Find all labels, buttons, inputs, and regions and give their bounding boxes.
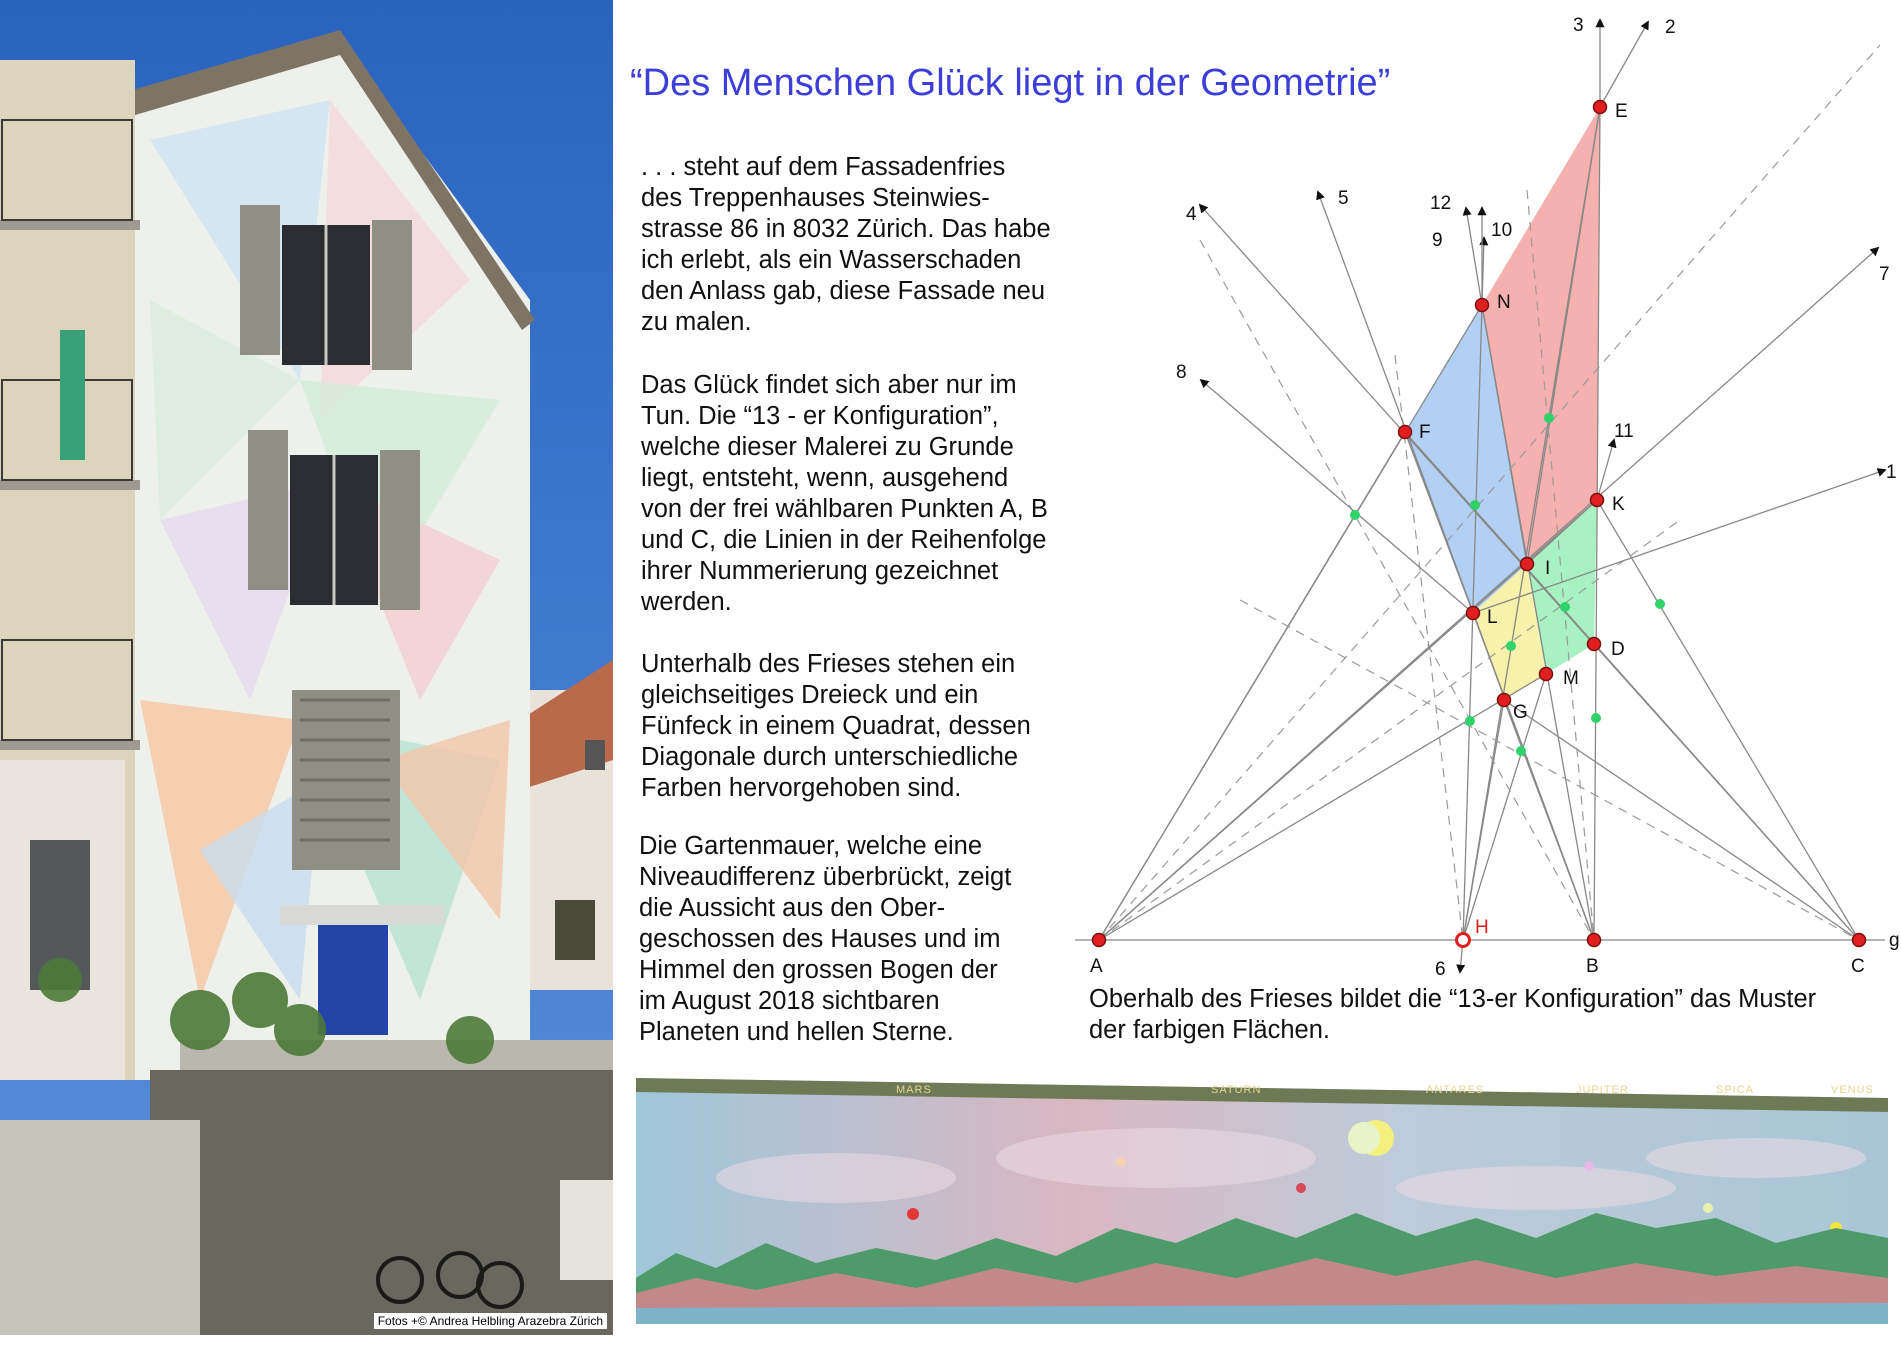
point-k xyxy=(1591,494,1604,507)
planet-label-spica: SPICA xyxy=(1716,1084,1755,1096)
point-a xyxy=(1093,934,1106,947)
label-e: E xyxy=(1615,101,1628,122)
garden-wall-paragraph: Die Gartenmauer, welche eine Niveaudifferenz überbrückt, zeigt die Aussicht aus den Ober- geschossen des Hauses und im Himmel den grossen Bogen der im August 2018 sichtbaren Planeten und hellen Sterne. xyxy=(639,832,1012,1046)
point-m xyxy=(1540,668,1553,681)
line-number-6: 6 xyxy=(1435,959,1446,980)
point-e xyxy=(1594,101,1607,114)
label-i: I xyxy=(1545,558,1551,579)
label-l: L xyxy=(1487,607,1498,628)
label-k: K xyxy=(1612,494,1625,515)
house-facade-illustration xyxy=(0,0,613,1335)
planet-label-antares: ANTARES xyxy=(1426,1084,1485,1096)
label-d: D xyxy=(1611,639,1625,660)
line-number-5: 5 xyxy=(1338,188,1349,209)
frieze-paragraph: Unterhalb des Frieses stehen ein gleichseitiges Dreieck und ein Fünfeck in einem Quadrat, dessen Diagonale durch unterschiedliche Farben hervorgehoben sind. xyxy=(641,650,1031,802)
line-number-2: 2 xyxy=(1665,17,1676,38)
line-number-10: 10 xyxy=(1491,220,1513,241)
line-number-11: 11 xyxy=(1614,421,1634,442)
diagram-caption: Oberhalb des Frieses bildet die “13-er Konfiguration” das Muster der farbigen Flächen. xyxy=(1089,985,1817,1044)
line-number-12: 12 xyxy=(1430,193,1452,214)
point-c xyxy=(1853,934,1866,947)
frieze-illustration xyxy=(636,1078,1888,1324)
line-number-1: 1 xyxy=(1886,462,1897,483)
dashed-helper-lines xyxy=(1099,45,1880,940)
point-d xyxy=(1588,638,1601,651)
line-number-7: 7 xyxy=(1879,264,1890,285)
label-g-line: g xyxy=(1889,930,1900,951)
point-b xyxy=(1588,934,1601,947)
point-n xyxy=(1476,299,1489,312)
point-l xyxy=(1467,607,1480,620)
point-i xyxy=(1521,558,1534,571)
planet-label-saturn: SATURN xyxy=(1211,1084,1262,1096)
line-number-8: 8 xyxy=(1176,362,1187,383)
house-facade-photo xyxy=(0,0,613,1335)
label-b: B xyxy=(1586,956,1599,977)
label-f: F xyxy=(1419,422,1431,443)
label-n: N xyxy=(1497,292,1511,313)
planet-label-mars: MARS xyxy=(896,1084,932,1096)
point-h xyxy=(1457,934,1470,947)
geometry-diagram xyxy=(1060,0,1901,985)
line-number-9: 9 xyxy=(1432,230,1443,251)
page-title: “Des Menschen Glück liegt in der Geometrie” xyxy=(630,62,1391,104)
label-h: H xyxy=(1475,917,1489,938)
planet-label-venus: VENUS xyxy=(1831,1084,1874,1096)
label-a: A xyxy=(1090,956,1103,977)
configuration-paragraph: Das Glück findet sich aber nur im Tun. Die “13 - er Konfiguration”, welche dieser Malerei zu Grunde liegt, entsteht, wenn, ausgehend von der frei wählbaren Punkten A, B und C, die Linien in der Reihenfolge ihrer Nummerierung gezeichnet werden. xyxy=(641,371,1048,616)
label-g: G xyxy=(1513,702,1528,723)
planet-label-jupiter: JUPITER xyxy=(1576,1084,1629,1096)
intro-paragraph: . . . steht auf dem Fassadenfries des Treppenhauses Steinwies- strasse 86 in 8032 Zürich. Das habe ich erlebt, als ein Wasserschaden den Anlass gab, diese Fassade neu zu malen. xyxy=(641,153,1051,336)
photo-credit: Fotos +© Andrea Helbling Arazebra Zürich xyxy=(374,1313,607,1329)
label-c: C xyxy=(1851,956,1865,977)
label-m: M xyxy=(1563,668,1579,689)
line-number-3: 3 xyxy=(1573,15,1584,36)
line-number-4: 4 xyxy=(1186,204,1197,225)
point-g xyxy=(1498,694,1511,707)
garden-wall-frieze-photo xyxy=(636,1078,1888,1324)
point-f xyxy=(1399,426,1412,439)
